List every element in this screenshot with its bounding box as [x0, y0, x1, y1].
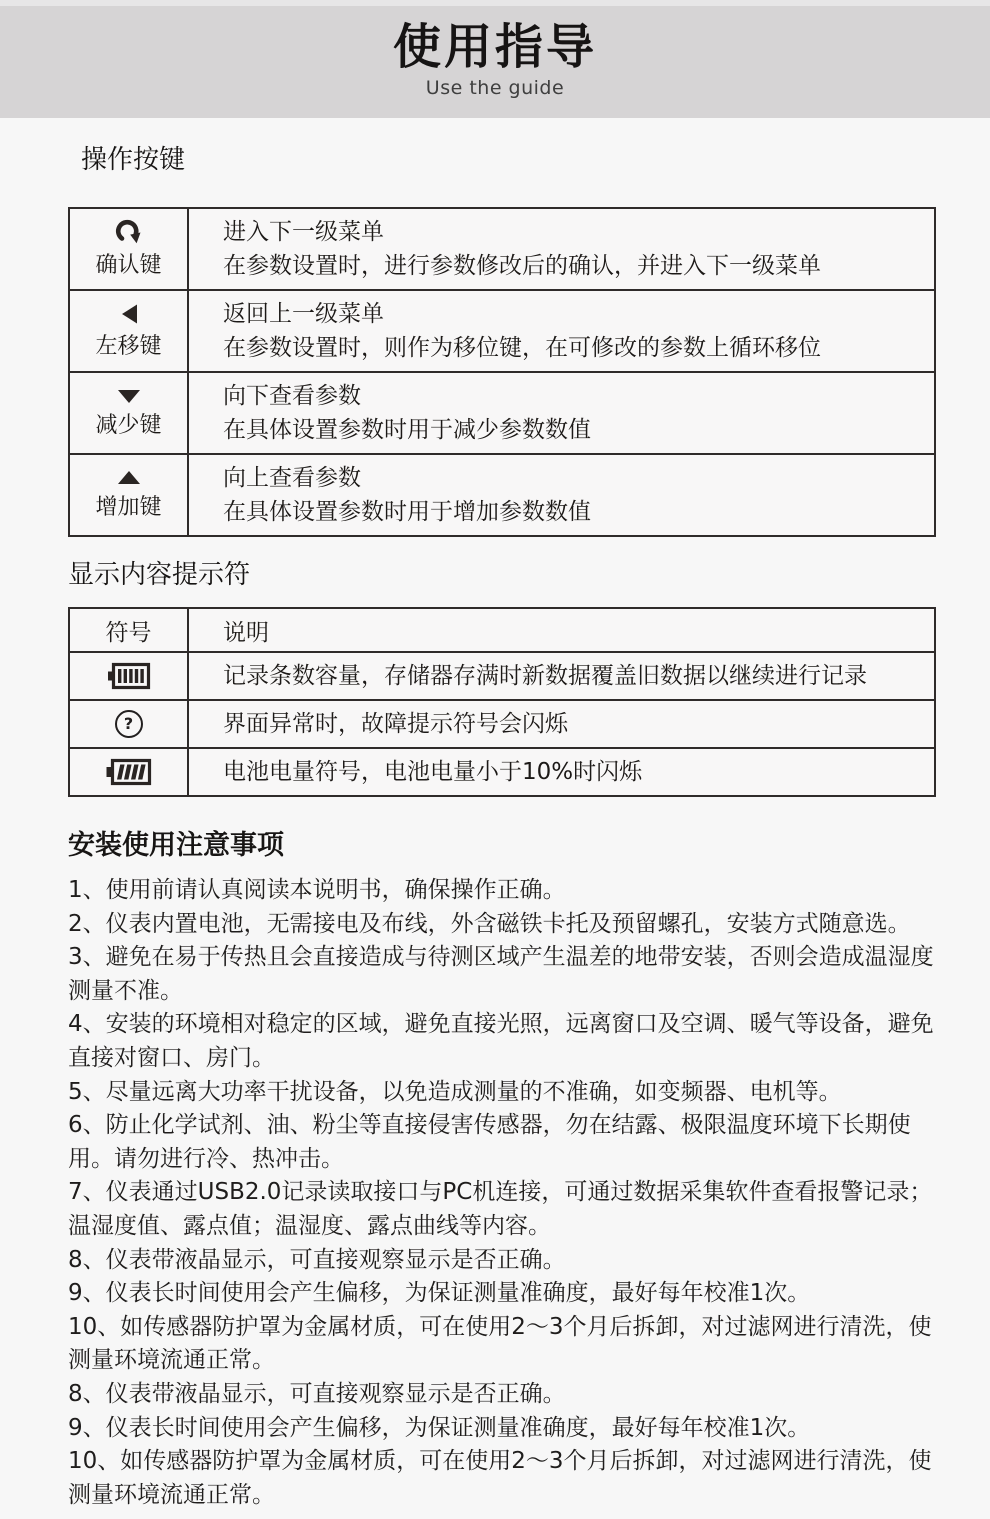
- note-item: 3、避免在易于传热且会直接造成与待测区域产生温差的地带安装，否则会造成温湿度测量不准。: [68, 944, 934, 1004]
- operation-keys-table: [68, 207, 936, 537]
- key-desc-cell: [188, 208, 935, 290]
- symbol-desc: 电池电量符号，电池电量小于10%时闪烁: [188, 748, 935, 796]
- key-cell-increase: [69, 454, 188, 536]
- note-item: 7、仪表通过USB2.0记录读取接口与PC机连接，可通过数据采集软件查看报警记录；温湿度值、露点值；温湿度、露点曲线等内容。: [68, 1179, 933, 1239]
- key-desc-line: 返回上一级菜单: [223, 301, 384, 327]
- note-item: 4、安装的环境相对稳定的区域，避免直接光照，远离窗口及空调、暖气等设备，避免直接对窗口、房门。: [68, 1011, 934, 1071]
- install-notes-list: [68, 874, 936, 1512]
- description-column-header: 说明: [188, 608, 935, 652]
- key-cell-decrease: [69, 372, 188, 454]
- symbol-desc: 记录条数容量，存储器存满时新数据覆盖旧数据以继续进行记录: [188, 652, 935, 700]
- page-title: 使用指导: [392, 19, 597, 75]
- symbol-cell: [69, 652, 188, 700]
- note-item: 1、使用前请认真阅读本说明书，确保操作正确。: [68, 877, 566, 903]
- page-header: [0, 6, 990, 118]
- note-item: 10、如传感器防护罩为金属材质，可在使用2～3个月后拆卸，对过滤网进行清洗，使测量环境流通正常。: [68, 1313, 932, 1374]
- note-item: 8、仪表带液晶显示，可直接观察显示是否正确。: [68, 1246, 566, 1273]
- content: [68, 142, 936, 1512]
- key-label: 确认键: [95, 253, 162, 278]
- section-title-install-notes: 安装使用注意事项: [68, 830, 284, 861]
- note-item: 10、如传感器防护罩为金属材质，可在使用2～3个月后拆卸，对过滤网进行清洗，使测量环境流通正常。: [68, 1448, 932, 1508]
- table-row: [69, 454, 935, 536]
- key-desc-cell: [188, 372, 935, 454]
- key-desc-line: 向下查看参数: [223, 383, 361, 409]
- key-cell-left: [69, 290, 188, 372]
- symbol-cell: [69, 700, 188, 748]
- table-row: [69, 748, 935, 796]
- note-item: 6、防止化学试剂、油、粉尘等直接侵害传感器，勿在结露、极限温度环境下长期使用。请勿进行冷、热冲击。: [68, 1112, 911, 1172]
- key-desc-line: 在具体设置参数时用于增加参数数值: [223, 499, 591, 525]
- question-mark-circle-icon: ?: [115, 710, 143, 738]
- table-row: [69, 652, 935, 700]
- table-row: [69, 700, 935, 748]
- battery-level-icon: [106, 772, 152, 791]
- record-capacity-bars-icon: [107, 676, 151, 695]
- symbol-cell: [69, 748, 188, 796]
- key-label: 左移键: [95, 334, 162, 359]
- key-desc-cell: [188, 290, 935, 372]
- note-item: 8、仪表带液晶显示，可直接观察显示是否正确。: [68, 1380, 566, 1407]
- note-item: 5、尽量远离大功率干扰设备，以免造成测量的不准确，如变频器、电机等。: [68, 1078, 842, 1105]
- key-desc-line: 在参数设置时，则作为移位键，在可修改的参数上循环移位: [223, 335, 821, 361]
- symbol-column-header: 符号: [69, 608, 188, 652]
- table-row: [69, 208, 935, 290]
- section-title-operation-keys: 操作按键: [81, 145, 186, 175]
- section-title-display-symbols: 显示内容提示符: [68, 560, 251, 590]
- up-triangle-icon: [71, 469, 186, 487]
- note-item: 9、仪表长时间使用会产生偏移，为保证测量准确度，最好每年校准1次。: [68, 1280, 811, 1307]
- key-desc-line: 在参数设置时，进行参数修改后的确认，并进入下一级菜单: [223, 253, 821, 279]
- symbol-desc: 界面异常时，故障提示符号会闪烁: [188, 700, 935, 748]
- table-header-row: [69, 608, 935, 652]
- note-item: 2、仪表内置电池，无需接电及布线，外含磁铁卡托及预留螺孔，安装方式随意选。: [68, 910, 911, 937]
- page-subtitle: Use the guide: [425, 77, 565, 99]
- key-label: 增加键: [95, 495, 162, 520]
- key-cell-confirm: [69, 208, 188, 290]
- key-desc-line: 向上查看参数: [223, 465, 361, 491]
- key-desc-line: 进入下一级菜单: [223, 219, 384, 245]
- key-desc-line: 在具体设置参数时用于减少参数数值: [223, 417, 591, 443]
- left-triangle-icon: [71, 302, 186, 326]
- confirm-loop-arrow-icon: [71, 219, 186, 245]
- display-symbols-table: [68, 607, 936, 797]
- key-label: 减少键: [95, 413, 162, 438]
- table-row: [69, 290, 935, 372]
- down-triangle-icon: [71, 387, 186, 405]
- table-row: [69, 372, 935, 454]
- note-item: 9、仪表长时间使用会产生偏移，为保证测量准确度，最好每年校准1次。: [68, 1414, 811, 1441]
- key-desc-cell: [188, 454, 935, 536]
